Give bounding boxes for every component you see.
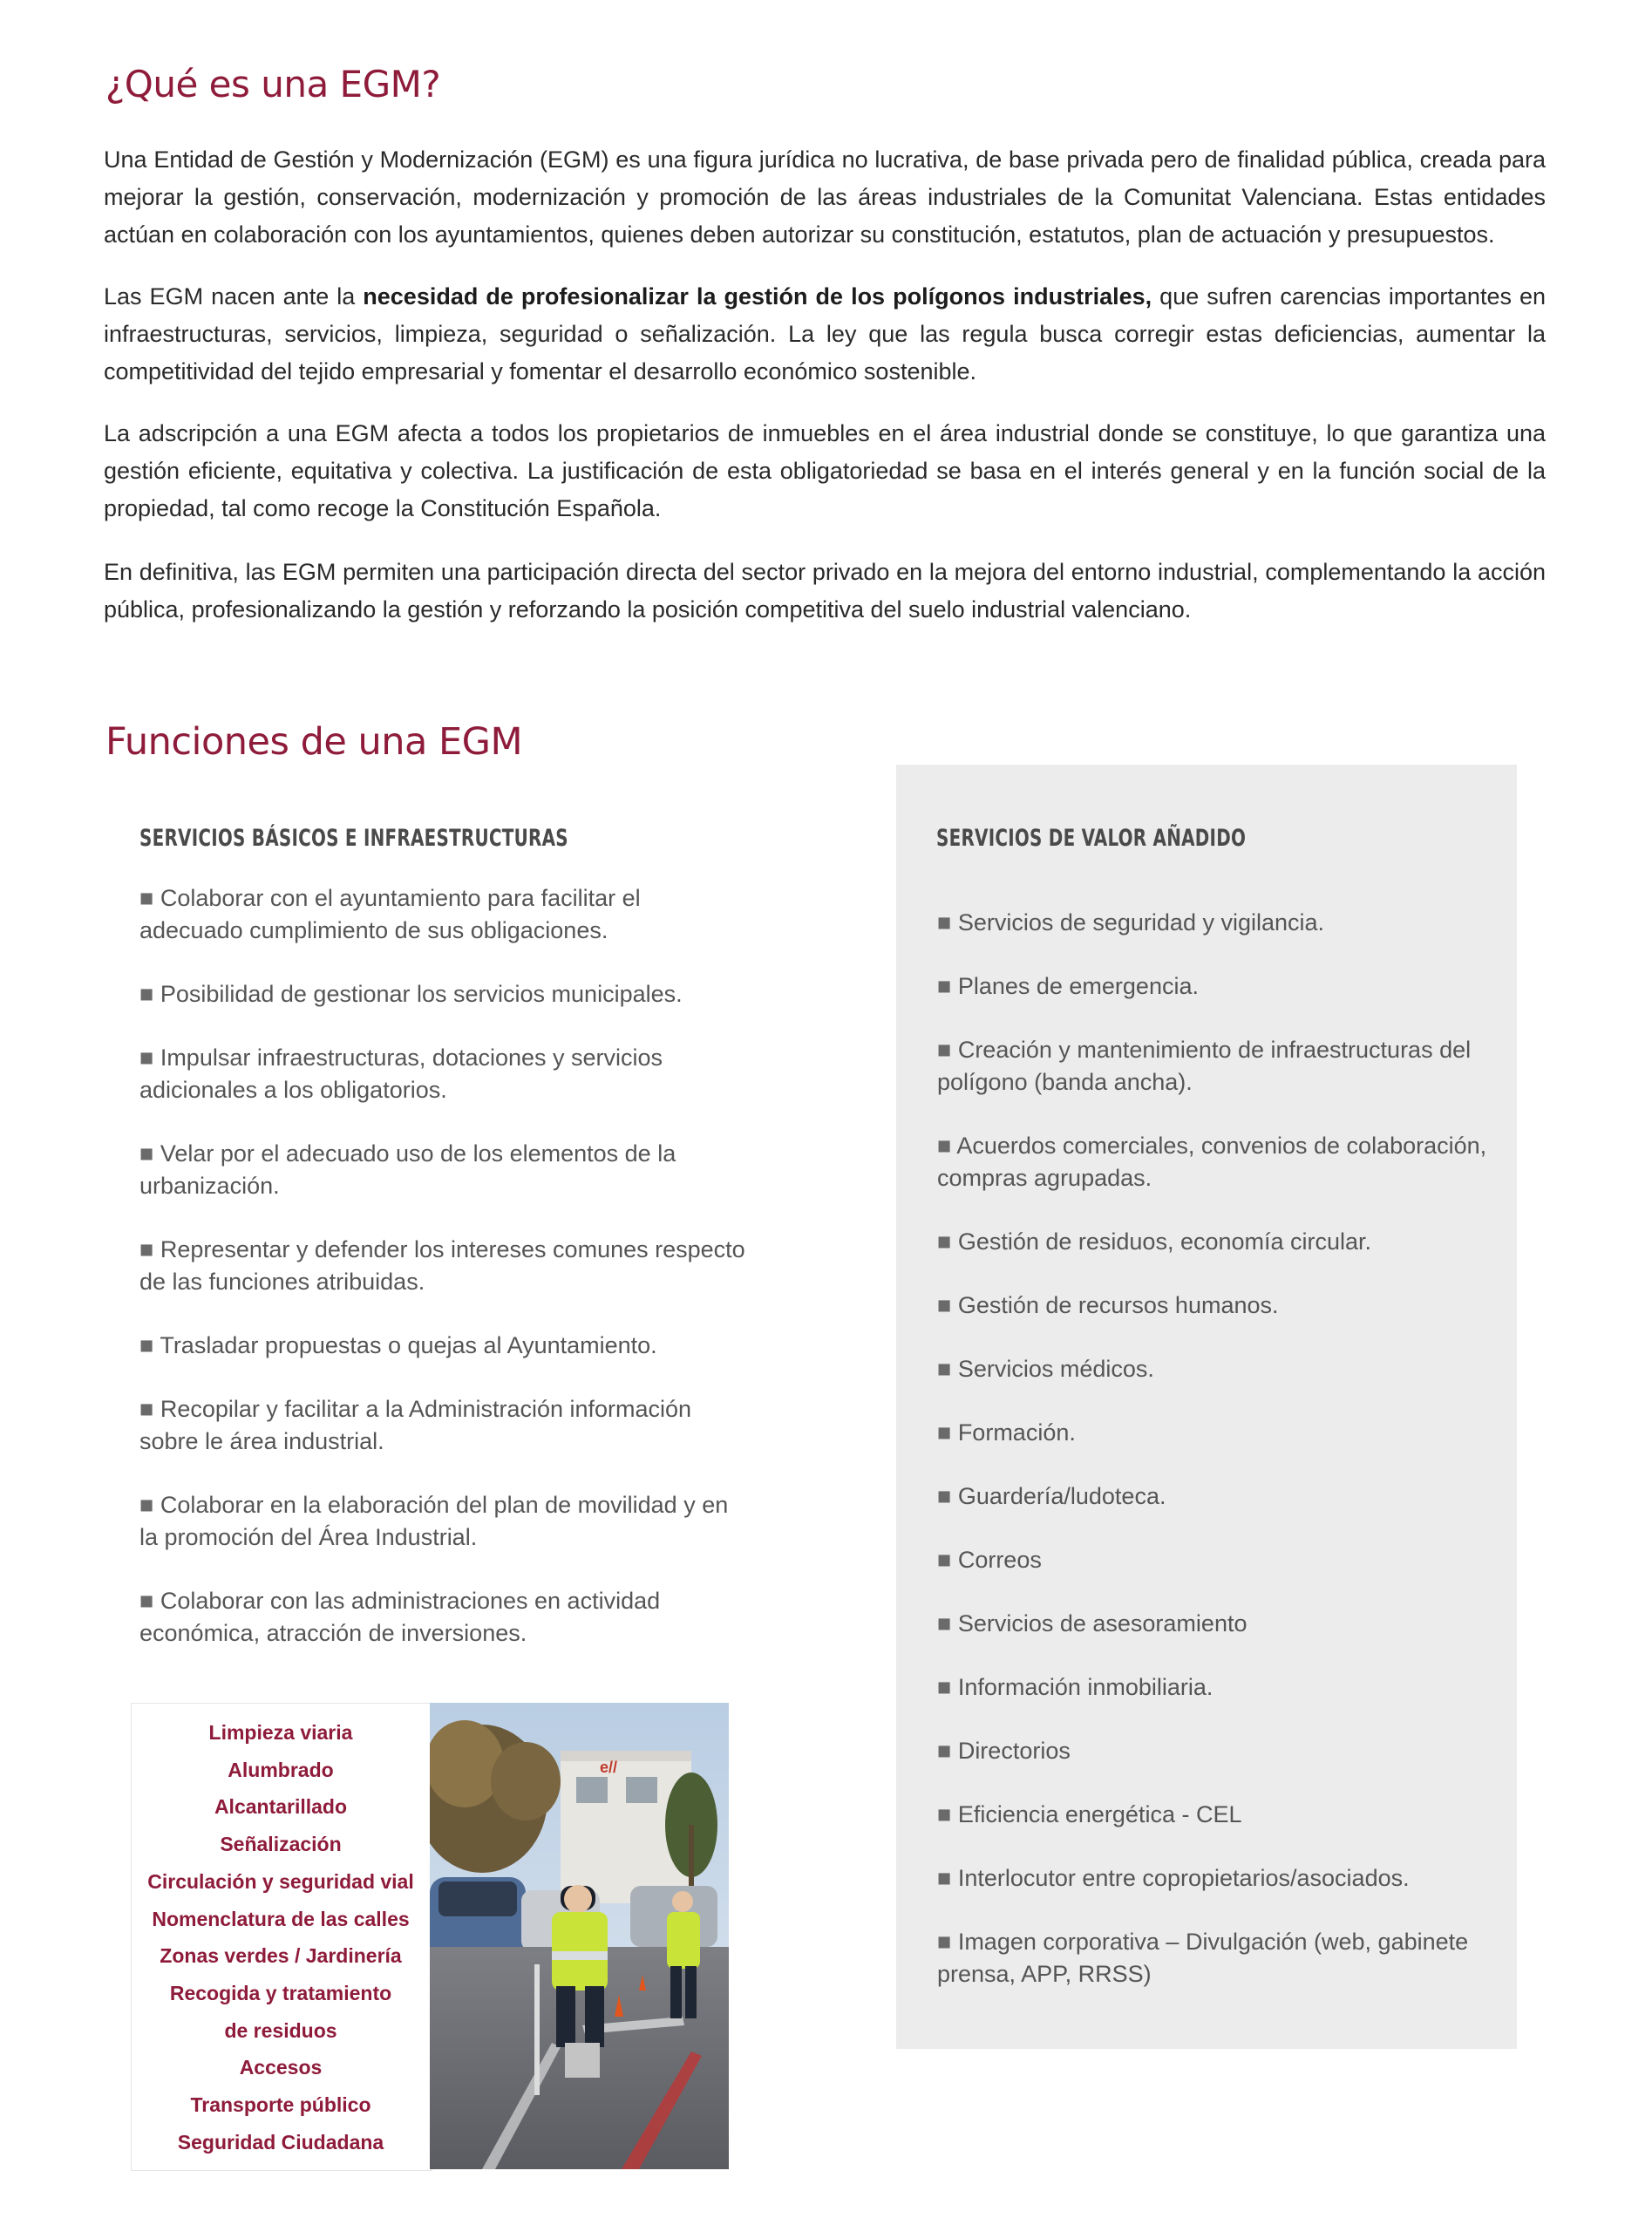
value-added-item [937,1130,1513,1194]
value-added-item-text: Servicios de asesoramiento [951,1610,1247,1637]
service-box-item: Transporte público [190,2093,371,2117]
basic-service-item [139,882,750,947]
value-added-item [937,1480,1513,1513]
square-bullet-icon: ■ [937,1228,952,1255]
basic-service-item [139,1042,750,1106]
basic-service-item-text: Trasladar propuestas o quejas al Ayuntamiento. [153,1332,657,1358]
square-bullet-icon: ■ [937,1356,952,1382]
value-added-item-text: Gestión de recursos humanos. [951,1292,1279,1318]
square-bullet-icon: ■ [139,1588,154,1614]
square-bullet-icon: ■ [937,1547,952,1573]
service-box-item: Alumbrado [228,1758,334,1781]
basic-service-item-text: Velar por el adecuado uso de los elementos de la urbanización. [139,1140,676,1199]
value-added-item [937,1034,1513,1099]
service-box-item: Circulación y seguridad vial [147,1869,414,1893]
service-box-item: Seguridad Ciudadana [177,2130,384,2154]
value-added-item [937,1608,1513,1640]
square-bullet-icon: ■ [937,1929,952,1955]
basic-service-item [139,1489,750,1554]
value-added-item [937,1926,1513,1990]
square-bullet-icon: ■ [937,909,952,936]
value-added-item [937,1290,1513,1322]
service-box-item: Accesos [239,2056,323,2079]
square-bullet-icon: ■ [937,973,952,999]
service-box-item: Señalización [220,1833,342,1856]
basic-service-item [139,1393,750,1458]
square-bullet-icon: ■ [937,1419,952,1446]
value-added-item [937,907,1513,939]
square-bullet-icon: ■ [139,1140,154,1167]
value-added-item [937,1353,1513,1385]
square-bullet-icon: ■ [139,1492,154,1518]
value-added-item-text: Planes de emergencia. [951,973,1199,999]
p2-bold-text: necesidad de profesionalizar la gestión de los polígonos industriales, [363,283,1152,310]
section-title-que-es: ¿Qué es una EGM? [105,63,441,105]
value-added-item-text: Guardería/ludoteca. [951,1483,1166,1509]
square-bullet-icon: ■ [937,1133,952,1159]
value-added-item [937,1799,1513,1831]
p2-text-end: que sufren carencias importantes en infraestructuras, servicios, limpieza, seguridad o señalización. La ley que las regula busca corregir estas deficiencias, aumentar la competitividad del tejido empresarial y fomentar el desarrollo económico sostenible. [104,283,1547,384]
svg-text:e//: e// [600,1759,618,1776]
value-added-item [937,1735,1513,1767]
section-title-funciones: Funciones de una EGM [105,720,523,764]
service-box-item: Zonas verdes / Jardinería [160,1944,402,1968]
value-added-heading: SERVICIOS DE VALOR AÑADIDO [936,825,1247,852]
square-bullet-icon: ■ [139,1236,154,1262]
value-added-item-text: Servicios de seguridad y vigilancia. [951,909,1325,936]
basic-services-list [139,882,750,1681]
square-bullet-icon: ■ [139,885,154,911]
square-bullet-icon: ■ [139,1332,154,1358]
p2-text-start: Las EGM nacen ante la [104,283,364,310]
basic-service-item-text: Colaborar en la elaboración del plan de movilidad y en la promoción del Área Industrial. [139,1492,729,1550]
basic-service-item-text: Colaborar con el ayuntamiento para facilitar el adecuado cumplimiento de sus obligaciones. [139,885,641,943]
intro-paragraph-3: La adscripción a una EGM afecta a todos los propietarios de inmuebles en el área industrial donde se constituye, lo que garantiza una gestión eficiente, equitativa y colectiva. La justificación de esta obligatoriedad se basa en el interés general y en la función social de la propiedad, tal como recoge la Constitución Española. [104,420,1546,521]
value-added-item-text: Gestión de residuos, economía circular. [951,1228,1372,1255]
service-box-item: Alcantarillado [214,1795,348,1819]
service-box-item: Limpieza viaria [208,1721,353,1744]
basic-service-item-text: Recopilar y facilitar a la Administración información sobre le área industrial. [139,1396,692,1454]
value-added-item [937,1417,1513,1449]
intro-paragraph-2 [104,278,1546,391]
basic-service-item [139,1234,750,1298]
basic-service-item-text: Representar y defender los intereses comunes respecto de las funciones atribuidas. [139,1236,745,1295]
basic-service-item-text: Colaborar con las administraciones en actividad económica, atracción de inversiones. [139,1588,661,1646]
value-added-item-text: Acuerdos comerciales, convenios de colaboración, compras agrupadas. [937,1133,1487,1191]
value-added-item-text: Directorios [951,1738,1071,1764]
square-bullet-icon: ■ [139,981,154,1007]
square-bullet-icon: ■ [937,1738,952,1764]
basic-service-item [139,1330,750,1362]
square-bullet-icon: ■ [937,1037,952,1063]
service-box-item: Recogida y tratamiento [169,1981,392,2004]
square-bullet-icon: ■ [937,1483,952,1509]
value-added-item [937,1862,1513,1895]
service-box-item: Nomenclatura de las calles [152,1907,410,1930]
square-bullet-icon: ■ [139,1396,154,1422]
square-bullet-icon: ■ [937,1674,952,1700]
square-bullet-icon: ■ [937,1292,952,1318]
basic-service-item-text: Posibilidad de gestionar los servicios municipales. [153,981,683,1007]
value-added-item [937,1226,1513,1258]
basic-service-item [139,978,750,1011]
value-added-item-text: Imagen corporativa – Divulgación (web, gabinete prensa, APP, RRSS) [937,1929,1469,1987]
services-box-list [131,1714,431,2161]
square-bullet-icon: ■ [139,1045,154,1071]
basic-service-item [139,1138,750,1202]
square-bullet-icon: ■ [937,1801,952,1827]
basic-services-heading: SERVICIOS BÁSICOS E INFRAESTRUCTURAS [139,825,568,852]
value-added-item-text: Servicios médicos. [951,1356,1154,1382]
value-added-item-text: Correos [951,1547,1042,1573]
value-added-item-text: Creación y mantenimiento de infraestructuras del polígono (banda ancha). [937,1037,1472,1095]
value-added-item-text: Información inmobiliaria. [951,1674,1214,1700]
basic-service-item [139,1585,750,1650]
value-added-item [937,1544,1513,1576]
value-added-item-text: Formación. [951,1419,1076,1446]
intro-paragraph-1: Una Entidad de Gestión y Modernización (EGM) es una figura jurídica no lucrativa, de base privada pero de finalidad pública, creada para mejorar la gestión, conservación, modernización y promoción de las áreas industriales de la Comunitat Valenciana. Estas entidades actúan en colaboración con los ayuntamientos, quienes deben autorizar su constitución, estatutos, plan de actuación y presupuestos. [104,146,1546,248]
service-box-item: de residuos [224,2018,337,2042]
square-bullet-icon: ■ [937,1610,952,1637]
value-added-item [937,970,1513,1003]
value-added-item [937,1671,1513,1704]
value-added-list [937,907,1513,2022]
workers-street-photo [430,1703,729,2169]
value-added-item-text: Interlocutor entre copropietarios/asociados. [951,1865,1410,1891]
intro-paragraph-4: En definitiva, las EGM permiten una participación directa del sector privado en la mejora del entorno industrial, complementando la acción pública, profesionalizando la gestión y reforzando la posición competitiva del suelo industrial valenciano. [104,559,1546,623]
basic-service-item-text: Impulsar infraestructuras, dotaciones y servicios adicionales a los obligatorios. [139,1045,663,1103]
square-bullet-icon: ■ [937,1865,952,1891]
value-added-item-text: Eficiencia energética - CEL [951,1801,1242,1827]
